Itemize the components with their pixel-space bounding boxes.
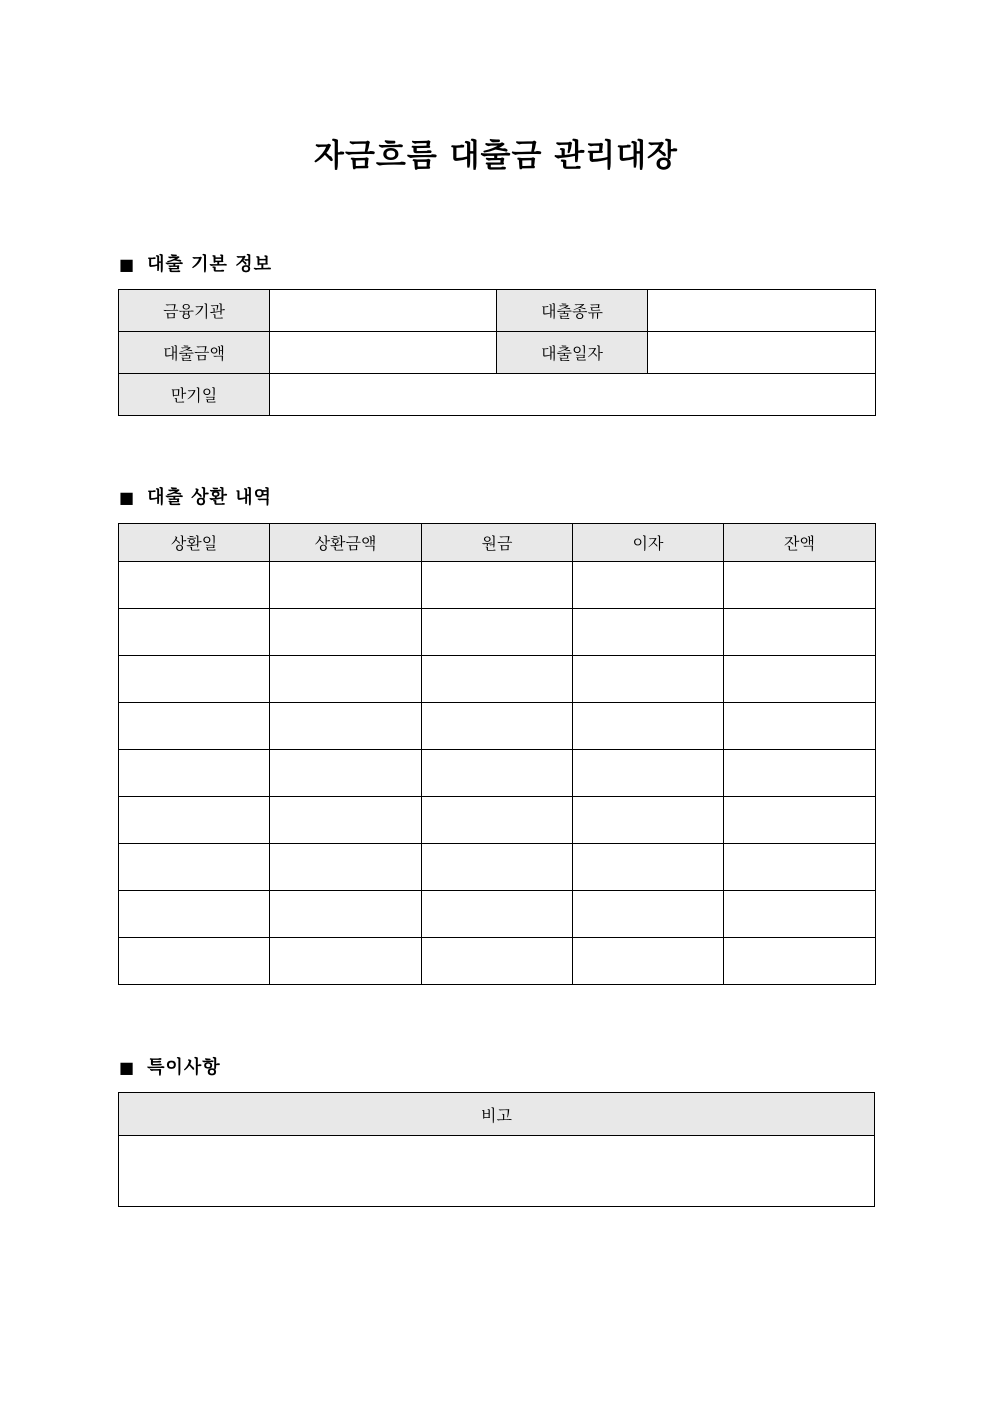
- repayment-amount-cell[interactable]: [270, 938, 422, 985]
- square-bullet-icon: ■: [119, 255, 136, 274]
- interest-cell[interactable]: [573, 797, 724, 844]
- repayment-date-cell[interactable]: [119, 891, 270, 938]
- table-row: [119, 562, 876, 609]
- loan-amount-field[interactable]: [270, 332, 497, 374]
- maturity-date-field[interactable]: [270, 374, 876, 416]
- column-header-balance: 잔액: [724, 524, 876, 562]
- column-header-repayment-date: 상환일: [119, 524, 270, 562]
- loan-type-label: 대출종류: [497, 290, 648, 332]
- repayment-amount-cell[interactable]: [270, 750, 422, 797]
- maturity-date-label: 만기일: [119, 374, 270, 416]
- balance-cell[interactable]: [724, 938, 876, 985]
- table-row: [119, 891, 876, 938]
- interest-cell[interactable]: [573, 938, 724, 985]
- balance-cell[interactable]: [724, 844, 876, 891]
- balance-cell[interactable]: [724, 797, 876, 844]
- table-row: [119, 290, 876, 332]
- table-header-row: [119, 1093, 875, 1136]
- table-row: [119, 938, 876, 985]
- principal-cell[interactable]: [422, 938, 573, 985]
- column-header-repayment-amount: 상환금액: [270, 524, 422, 562]
- repayment-date-cell[interactable]: [119, 938, 270, 985]
- repayment-date-cell[interactable]: [119, 703, 270, 750]
- section-heading-text: 특이사항: [147, 1057, 221, 1078]
- table-row: [119, 750, 876, 797]
- repayment-amount-cell[interactable]: [270, 703, 422, 750]
- institution-label: 금융기관: [119, 290, 270, 332]
- section-heading-text: 대출 기본 정보: [147, 254, 272, 275]
- repayment-date-cell[interactable]: [119, 609, 270, 656]
- table-row: [119, 609, 876, 656]
- principal-cell[interactable]: [422, 891, 573, 938]
- column-header-interest: 이자: [573, 524, 724, 562]
- remarks-field[interactable]: [119, 1136, 875, 1207]
- column-header-principal: 원금: [422, 524, 573, 562]
- table-row: [119, 374, 876, 416]
- balance-cell[interactable]: [724, 750, 876, 797]
- interest-cell[interactable]: [573, 656, 724, 703]
- balance-cell[interactable]: [724, 562, 876, 609]
- repayment-table: [118, 523, 876, 985]
- principal-cell[interactable]: [422, 703, 573, 750]
- loan-amount-label: 대출금액: [119, 332, 270, 374]
- square-bullet-icon: ■: [119, 488, 136, 507]
- principal-cell[interactable]: [422, 797, 573, 844]
- loan-date-label: 대출일자: [497, 332, 648, 374]
- table-row: [119, 797, 876, 844]
- balance-cell[interactable]: [724, 703, 876, 750]
- repayment-amount-cell[interactable]: [270, 609, 422, 656]
- repayment-amount-cell[interactable]: [270, 844, 422, 891]
- principal-cell[interactable]: [422, 656, 573, 703]
- repayment-date-cell[interactable]: [119, 656, 270, 703]
- repayment-amount-cell[interactable]: [270, 656, 422, 703]
- repayment-date-cell[interactable]: [119, 797, 270, 844]
- interest-cell[interactable]: [573, 562, 724, 609]
- interest-cell[interactable]: [573, 844, 724, 891]
- table-row: [119, 656, 876, 703]
- interest-cell[interactable]: [573, 609, 724, 656]
- column-header-remarks: 비고: [119, 1093, 875, 1136]
- balance-cell[interactable]: [724, 609, 876, 656]
- table-row: [119, 332, 876, 374]
- principal-cell[interactable]: [422, 609, 573, 656]
- table-header-row: [119, 524, 876, 562]
- basic-info-table: [118, 289, 876, 416]
- remarks-table: [118, 1092, 875, 1207]
- section-heading-basic-info: [119, 253, 272, 277]
- repayment-amount-cell[interactable]: [270, 797, 422, 844]
- principal-cell[interactable]: [422, 844, 573, 891]
- section-heading-repayment: [119, 486, 272, 510]
- repayment-amount-cell[interactable]: [270, 562, 422, 609]
- balance-cell[interactable]: [724, 656, 876, 703]
- table-row: [119, 844, 876, 891]
- table-row: [119, 703, 876, 750]
- interest-cell[interactable]: [573, 891, 724, 938]
- loan-date-field[interactable]: [648, 332, 876, 374]
- institution-field[interactable]: [270, 290, 497, 332]
- interest-cell[interactable]: [573, 703, 724, 750]
- square-bullet-icon: ■: [119, 1058, 136, 1077]
- principal-cell[interactable]: [422, 562, 573, 609]
- interest-cell[interactable]: [573, 750, 724, 797]
- repayment-date-cell[interactable]: [119, 562, 270, 609]
- repayment-date-cell[interactable]: [119, 844, 270, 891]
- section-heading-remarks: [119, 1056, 221, 1080]
- document-title: 자금흐름 대출금 관리대장: [314, 138, 678, 174]
- table-row: [119, 1136, 875, 1207]
- balance-cell[interactable]: [724, 891, 876, 938]
- section-heading-text: 대출 상환 내역: [147, 487, 272, 508]
- repayment-amount-cell[interactable]: [270, 891, 422, 938]
- loan-type-field[interactable]: [648, 290, 876, 332]
- principal-cell[interactable]: [422, 750, 573, 797]
- repayment-date-cell[interactable]: [119, 750, 270, 797]
